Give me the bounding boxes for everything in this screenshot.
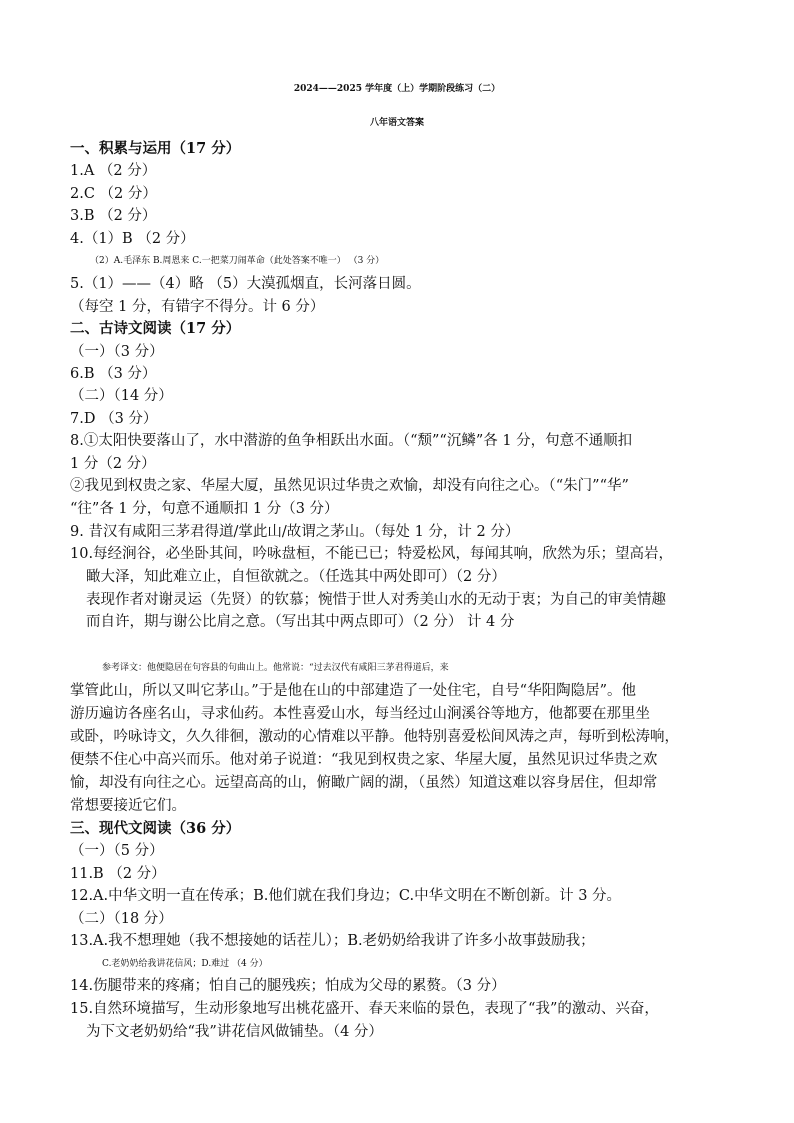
answer-line: 6.B （3 分） [70, 366, 157, 382]
answer-line: （二）（18 分） [70, 911, 173, 927]
answer-line: 而自许，期与谢公比肩之意。（写出其中两点即可）（2 分） 计 4 分 [86, 614, 515, 630]
translation-line: 或卧，吟咏诗文，久久徘徊，激动的心情难以平静。他特别喜爱松间风涛之声，每听到松涛响， [70, 729, 679, 745]
answer-line: 2.C （2 分） [70, 186, 157, 202]
answer-line: C.老奶奶给我讲花信风；D.难过 （4 分） [102, 959, 268, 969]
answer-line: 8.①太阳快要落山了，水中潜游的鱼争相跃出水面。（“颓”“沉鳞”各 1 分，句意不通顺扣 [70, 433, 633, 449]
answer-line: 11.B （2 分） [70, 866, 166, 882]
section-heading: 二、古诗文阅读（17 分） [70, 320, 241, 337]
answer-line: 3.B （2 分） [70, 208, 157, 224]
translation-line: 参考译文：他便隐居在句容县的句曲山上。他常说：“过去汉代有咸阳三茅君得道后，来 [102, 663, 449, 673]
translation-line: 常想要接近它们。 [70, 798, 186, 814]
answer-line: 1 分（2 分） [70, 456, 156, 472]
answer-line: ②我见到权贵之家、华屋大厦，虽然见识过华贵之欢愉，却没有向往之心。（“朱门”“华” [70, 478, 629, 494]
answer-line: （2）A.毛泽东 B.周恩来 C.一把菜刀闹革命（此处答案不唯一） （3 分） [90, 256, 385, 266]
answer-line: 5.（1）——（4）略 （5）大漠孤烟直，长河落日圆。 [70, 276, 421, 292]
answer-line: 15.自然环境描写，生动形象地写出桃花盛开、春天来临的景色，表现了“我”的激动、兴奋， [70, 1001, 659, 1017]
answer-line: （二）（14 分） [70, 388, 173, 404]
translation-line: 掌管此山，所以又叫它茅山。”于是他在山的中部建造了一处住宅，自号“华阳陶隐居”。他 [70, 683, 636, 699]
answer-line: 9. 昔汉有咸阳三茅君得道/掌此山/故谓之茅山。（每处 1 分，计 2 分） [70, 524, 520, 540]
section-heading: 三、现代文阅读（36 分） [70, 820, 241, 837]
answer-line: 为下文老奶奶给“我”讲花信风做铺垫。（4 分） [86, 1024, 383, 1040]
answer-line: 7.D （3 分） [70, 411, 158, 427]
page-subtitle: 八年语文答案 [369, 118, 424, 128]
translation-line: 便禁不住心中高兴而乐。他对弟子说道：“我见到权贵之家、华屋大厦，虽然见识过华贵之欢 [70, 752, 658, 768]
answer-line: 10.每经涧谷，必坐卧其间，吟咏盘桓，不能已已；特爱松风，每闻其响，欣然为乐；望高岩， [70, 546, 674, 562]
answer-line: “往”各 1 分，句意不通顺扣 1 分（3 分） [70, 501, 339, 517]
answer-line: 1.A （2 分） [70, 163, 157, 179]
answer-line: （一）（5 分） [70, 843, 164, 859]
page-title: 2024——2025 学年度（上）学期阶段练习（二） [293, 84, 501, 94]
answer-line: 13.A.我不想理她（我不想接她的话茬儿）；B.老奶奶给我讲了许多小故事鼓励我； [70, 933, 595, 949]
translation-line: 游历遍访各座名山，寻求仙药。本性喜爱山水，每当经过山涧溪谷等地方，他都要在那里坐 [70, 706, 650, 722]
answer-line: 14.伤腿带来的疼痛；怕自己的腿残疾；怕成为父母的累赘。（3 分） [70, 978, 506, 994]
section-heading: 一、积累与运用（17 分） [70, 140, 241, 157]
answer-line: 表现作者对谢灵运（先贤）的钦慕；惋惜于世人对秀美山水的无动于衷；为自己的审美情趣 [86, 592, 666, 608]
answer-line: 12.A.中华文明一直在传承；B.他们就在我们身边；C.中华文明在不断创新。计 3 分。 [70, 888, 622, 904]
answer-line: 瞰大泽，知此难立止，自恒欲就之。（任选其中两处即可）（2 分） [86, 569, 506, 585]
answer-line: （一）（3 分） [70, 344, 164, 360]
answer-line: （每空 1 分，有错字不得分。计 6 分） [70, 299, 325, 315]
translation-line: 愉，却没有向往之心。远望高高的山，俯瞰广阔的湖，（虽然）知道这难以容身居住，但却常 [70, 775, 658, 791]
answer-line: 4.（1）B （2 分） [70, 231, 195, 247]
